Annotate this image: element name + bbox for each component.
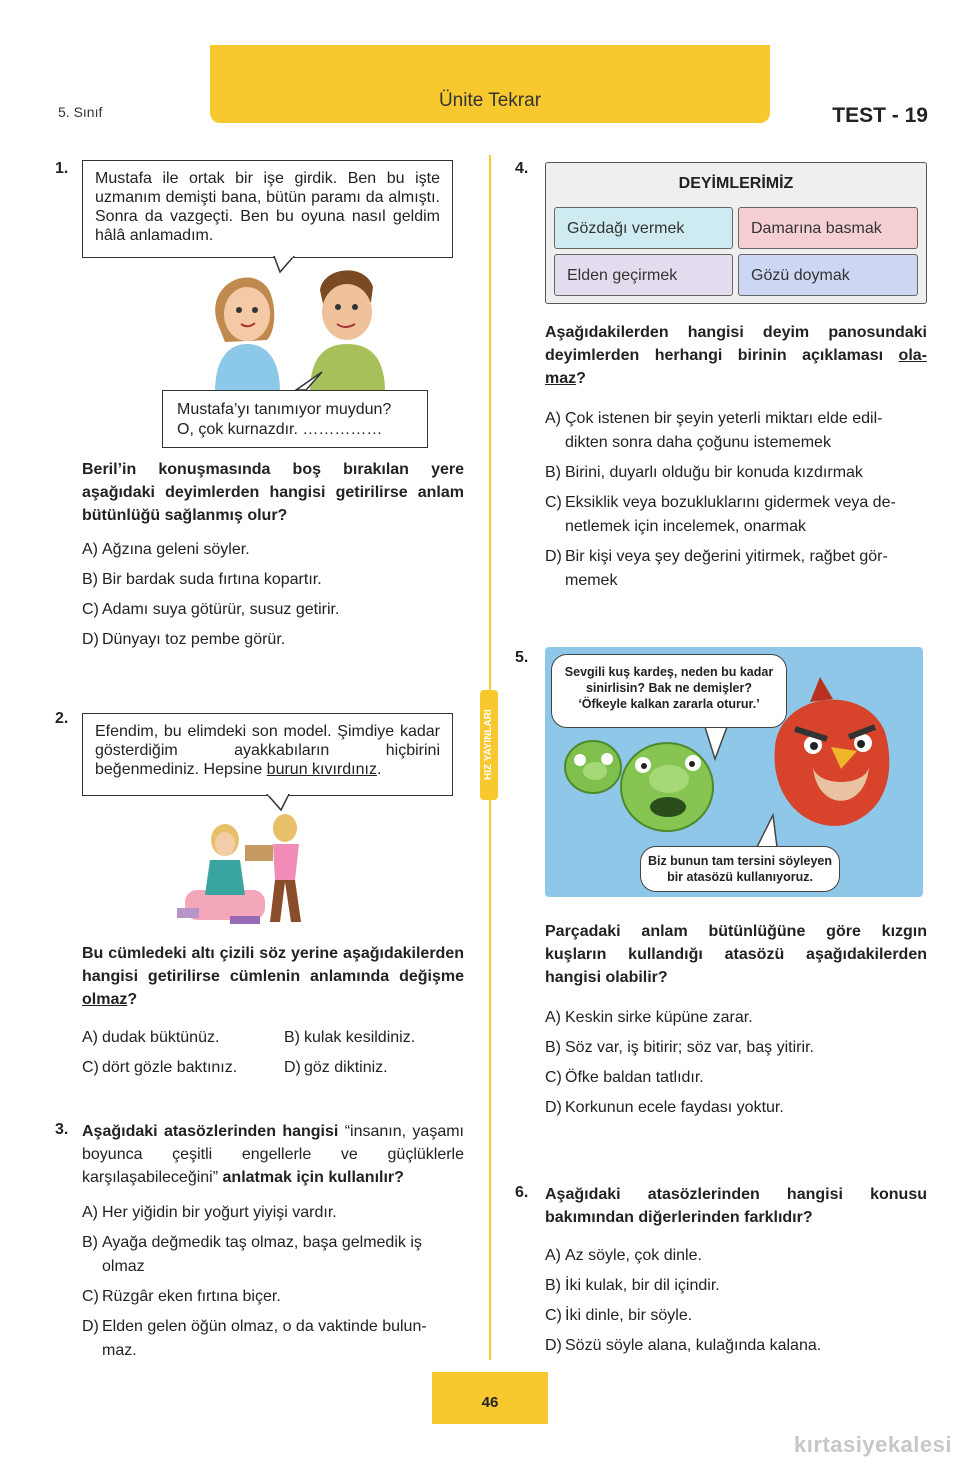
- bubble-line: O, çok kurnazdır. ……………: [177, 421, 383, 438]
- bubble-text: Efendim, bu elimdeki son model. Şimdiye kadar gösterdiğim ayakkabıların hiçbirini beğenmediniz. Hepsine: [95, 723, 440, 778]
- option-letter: B): [284, 1029, 300, 1046]
- option-text: göz diktiniz.: [304, 1059, 388, 1076]
- option-letter: B): [545, 1277, 561, 1294]
- options-list: [545, 1006, 930, 1120]
- option-letter: D): [545, 1337, 562, 1354]
- option-letter: B): [82, 1234, 98, 1251]
- option-letter: B): [82, 571, 98, 588]
- stem-text: Bu cümledeki altı çizili söz yerine aşağıdakilerden hangisi getirilirse cümlenin anlamında değişme: [82, 945, 464, 985]
- option-letter: C): [545, 1069, 562, 1086]
- illustration-shoe-shop: [175, 810, 325, 928]
- option-letter: D): [545, 548, 562, 565]
- option-text: Sözü söyle alana, kulağında kalana.: [565, 1337, 822, 1354]
- option-a[interactable]: [545, 1006, 930, 1030]
- option-letter: D): [284, 1059, 301, 1076]
- grade-label: 5. Sınıf: [58, 104, 103, 120]
- option-letter: D): [545, 1099, 562, 1116]
- underlined-word: ola-: [898, 347, 927, 364]
- option-text: Az söyle, çok dinle.: [565, 1247, 702, 1264]
- idiom-card: Damarına basmak: [738, 207, 918, 249]
- option-b[interactable]: [284, 1026, 415, 1050]
- bubble-tail: [288, 370, 328, 392]
- question-number: 4.: [515, 160, 529, 177]
- option-text: Ağzına geleni söyler.: [102, 541, 250, 558]
- question-number: 5.: [515, 649, 529, 666]
- option-text: Birini, duyarlı olduğu bir konuda kızdırmak: [565, 464, 863, 481]
- watermark: kırtasiyekalesi: [794, 1432, 952, 1457]
- question-stem: [82, 942, 464, 1011]
- option-d[interactable]: [545, 1096, 930, 1120]
- option-text: Ayağa değmedik taş olmaz, başa gelmedik iş: [102, 1234, 422, 1251]
- bubble-line: Mustafa’yı tanımıyor muydun?: [177, 401, 392, 418]
- option-a[interactable]: [545, 1244, 930, 1268]
- stem-text: ?: [127, 991, 138, 1008]
- question-number: 6.: [515, 1184, 529, 1201]
- bubble-line: Biz bunun tam tersini söyleyen: [647, 854, 833, 868]
- bubble-line: sinirlisin? Bak ne demişler?: [585, 681, 753, 695]
- idiom-card: Gözü doymak: [738, 254, 918, 296]
- speech-bubble-pig: [551, 654, 787, 728]
- cartoon-birds-pigs: [545, 647, 923, 897]
- option-letter: B): [545, 464, 561, 481]
- question-number: 1.: [55, 160, 69, 177]
- question-stem: Beril’in konuşmasında boş bırakılan yere aşağıdaki deyimlerden hangisi getirilirse anlam bütünlüğü sağlanmış olur?: [82, 461, 464, 524]
- bubble-text: .: [376, 761, 382, 778]
- idiom-card: Gözdağı vermek: [554, 207, 733, 249]
- underlined-phrase: burun kıvırdınız: [266, 761, 377, 778]
- options-list: [82, 538, 462, 652]
- option-text-cont: memek: [565, 572, 618, 589]
- test-number: TEST - 19: [832, 104, 928, 127]
- page-number: 46: [481, 1394, 499, 1411]
- speech-bubble-mustafa: Mustafa ile ortak bir işe girdik. Ben bu işte uzmanım demişti bana, bütün paramı da almıştı. Sonra da vazgeçti. Ben bu oyuna nasıl geldim hâlâ anlamadım.: [82, 160, 453, 258]
- option-text: Rüzgâr eken fırtına biçer.: [102, 1288, 281, 1305]
- option-letter: A): [82, 1029, 98, 1046]
- option-text: Öfke baldan tatlıdır.: [565, 1069, 704, 1086]
- option-letter: A): [545, 1009, 561, 1026]
- option-letter: D): [82, 1318, 99, 1335]
- option-b[interactable]: [545, 1036, 930, 1060]
- option-text-cont: netlemek için incelemek, onarmak: [565, 518, 806, 535]
- idiom-card: Elden geçirmek: [554, 254, 733, 296]
- question-stem: [82, 1120, 464, 1189]
- option-text: Söz var, iş bitirir; söz var, baş yitirir.: [565, 1039, 814, 1056]
- option-text: Adamı suya götürür, susuz getirir.: [102, 601, 340, 618]
- speech-bubble-beril: [162, 390, 428, 448]
- stem-quote: “insanın, yaşamı boyunca çeşitli engellerle ve güçlüklerle karşılaşabileceğini”: [82, 1123, 464, 1186]
- options-list: [545, 407, 930, 593]
- stem-bold: anlatmak için kullanılır?: [222, 1169, 404, 1186]
- option-text: Eksiklik veya bozukluklarını gidermek veya de-: [565, 494, 896, 511]
- option-d[interactable]: [82, 628, 462, 652]
- question-stem: Parçadaki anlam bütünlüğüne göre kızgın kuşların kullandığı atasözü aşağıdakilerden hangisi olabilir?: [545, 923, 927, 986]
- option-text: Bir kişi veya şey değerini yitirmek, rağbet gör-: [565, 548, 888, 565]
- option-letter: D): [82, 631, 99, 648]
- bubble-line: Sevgili kuş kardeş, neden bu kadar: [564, 665, 774, 679]
- option-d[interactable]: [545, 545, 930, 593]
- option-text-cont: olmaz: [102, 1258, 145, 1275]
- option-c[interactable]: [82, 1285, 467, 1309]
- bubble-line: bir atasözü kullanıyoruz.: [667, 870, 813, 884]
- option-b[interactable]: [82, 568, 462, 592]
- option-a[interactable]: [82, 538, 462, 562]
- option-c[interactable]: [545, 1304, 930, 1328]
- option-a[interactable]: [82, 1201, 467, 1225]
- option-d[interactable]: [284, 1056, 388, 1080]
- option-letter: A): [82, 1204, 98, 1221]
- option-text: Her yiğidin bir yoğurt yiyişi vardır.: [102, 1204, 337, 1221]
- options-list: [545, 1244, 930, 1358]
- option-b[interactable]: [545, 461, 930, 485]
- underlined-word: olmaz: [82, 991, 128, 1008]
- stem-text: Aşağıdakilerden hangisi deyim panosundaki deyimlerden herhangi birinin açıklaması: [545, 324, 927, 364]
- option-text-cont: maz.: [102, 1342, 137, 1359]
- question-number: 3.: [55, 1121, 69, 1138]
- option-c[interactable]: [82, 598, 462, 622]
- option-text: kulak kesildiniz.: [304, 1029, 416, 1046]
- question-stem: Aşağıdaki atasözlerinden hangisi konusu bakımından diğerlerinden farklıdır?: [545, 1186, 927, 1226]
- option-text-cont: dikten sonra daha çoğunu istememek: [565, 434, 831, 451]
- unit-title: Ünite Tekrar: [438, 90, 542, 111]
- option-d[interactable]: [545, 1334, 930, 1358]
- publisher-logo-vertical: HIZ YAYINLARI: [480, 690, 498, 800]
- underlined-word: maz: [545, 370, 577, 387]
- speech-bubble-seller: [82, 713, 453, 796]
- option-letter: C): [82, 1059, 99, 1076]
- speech-bubble-bird: [640, 846, 840, 892]
- stem-bold: Aşağıdaki atasözlerinden hangisi: [82, 1123, 339, 1140]
- option-a[interactable]: [545, 407, 930, 455]
- option-letter: C): [82, 601, 99, 618]
- option-b[interactable]: [545, 1274, 930, 1298]
- options-list: [82, 1201, 467, 1363]
- question-number: 2.: [55, 710, 69, 727]
- option-text: İki dinle, bir söyle.: [565, 1307, 693, 1324]
- option-letter: A): [545, 410, 561, 427]
- question-stem: [545, 321, 927, 390]
- option-d[interactable]: [82, 1315, 467, 1363]
- option-text: Elden gelen öğün olmaz, o da vaktinde bulun-: [102, 1318, 427, 1335]
- option-letter: C): [545, 1307, 562, 1324]
- idiom-board-title: DEYİMLERİMİZ: [678, 175, 794, 192]
- bubble-line: ‘Öfkeyle kalkan zararla oturur.’: [578, 697, 760, 711]
- option-text: Bir bardak suda fırtına kopartır.: [102, 571, 322, 588]
- option-text: Dünyayı toz pembe görür.: [102, 631, 286, 648]
- option-letter: A): [545, 1247, 561, 1264]
- option-a[interactable]: [82, 1026, 219, 1050]
- option-letter: C): [82, 1288, 99, 1305]
- option-letter: C): [545, 494, 562, 511]
- stem-text: ?: [576, 370, 586, 387]
- option-text: Keskin sirke küpüne zarar.: [565, 1009, 753, 1026]
- option-c[interactable]: [545, 1066, 930, 1090]
- option-text: dudak büktünüz.: [102, 1029, 220, 1046]
- option-text: İki kulak, bir dil içindir.: [565, 1277, 720, 1294]
- option-text: Çok istenen bir şeyin yeterli miktarı elde edil-: [565, 410, 883, 427]
- option-b[interactable]: [82, 1231, 467, 1279]
- option-letter: A): [82, 541, 98, 558]
- option-text: Korkunun ecele faydası yoktur.: [565, 1099, 784, 1116]
- option-c[interactable]: [82, 1056, 237, 1080]
- option-c[interactable]: [545, 491, 930, 539]
- option-text: dört gözle baktınız.: [102, 1059, 238, 1076]
- option-letter: B): [545, 1039, 561, 1056]
